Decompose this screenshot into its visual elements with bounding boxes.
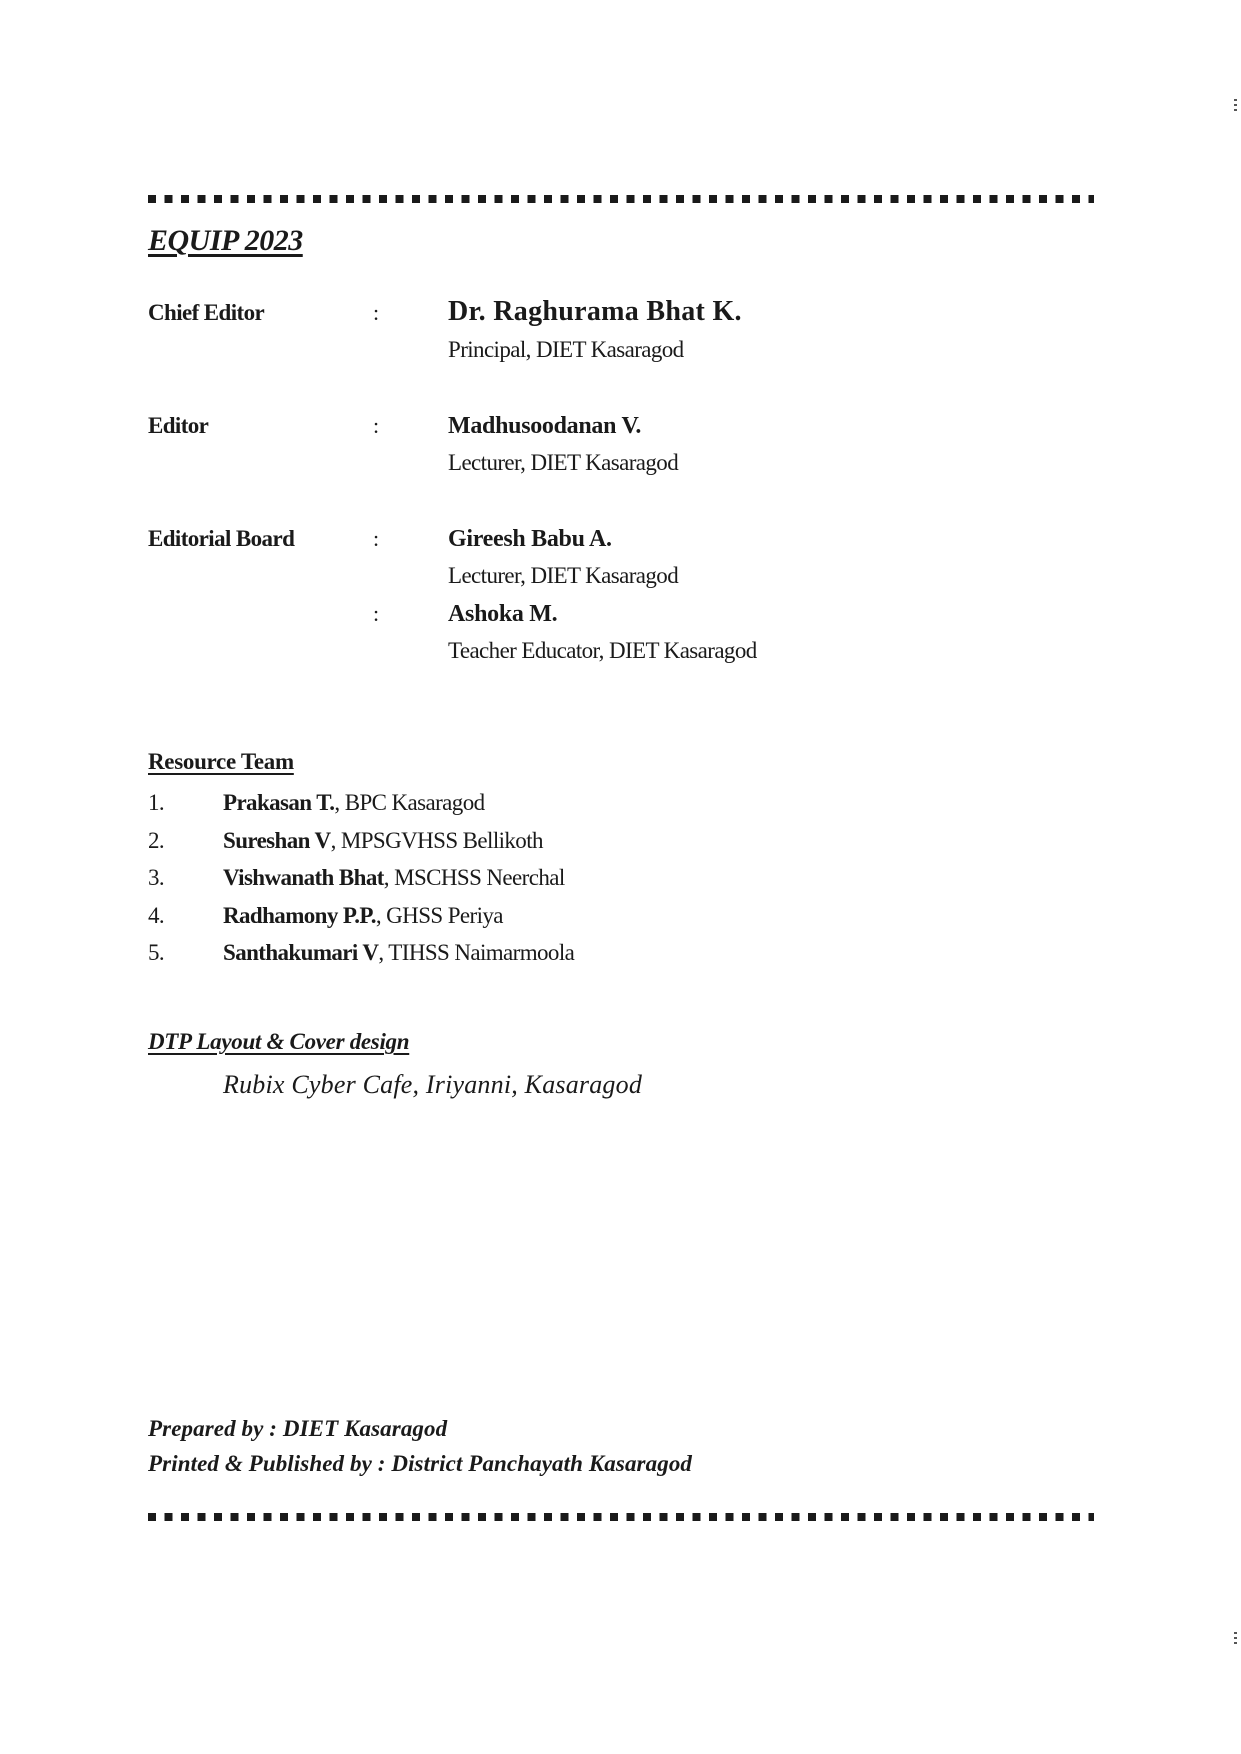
credit-role: Lecturer, DIET Kasaragod — [448, 450, 679, 475]
member-affiliation: , BPC Kasaragod — [334, 790, 485, 815]
credit-separator: : — [373, 601, 380, 626]
dtp-design-heading: DTP Layout & Cover design — [148, 1029, 410, 1054]
list-item-number: 5. — [148, 940, 165, 965]
list-item-number: 4. — [148, 902, 165, 928]
list-item — [148, 828, 1048, 866]
credit-name: Gireesh Babu A. — [448, 526, 612, 552]
list-item-number: 1. — [148, 790, 165, 815]
member-affiliation: , MSCHSS Neerchal — [383, 865, 565, 890]
credit-role: Teacher Educator, DIET Kasaragod — [448, 638, 757, 663]
credit-separator: : — [373, 526, 380, 551]
credit-name: Ashoka M. — [448, 601, 558, 627]
credit-role: Lecturer, DIET Kasaragod — [448, 563, 679, 588]
dtp-design-credit: Rubix Cyber Cafe, Iriyanni, Kasaragod — [223, 1070, 643, 1099]
member-name: Santhakumari V — [223, 940, 379, 965]
member-name: Sureshan V — [223, 827, 331, 853]
resource-team-heading: Resource Team — [148, 749, 294, 774]
list-item — [148, 940, 1048, 978]
member-affiliation: , TIHSS Naimarmoola — [378, 940, 575, 965]
member-name: Radhamony P.P. — [223, 902, 376, 928]
credit-role: Principal, DIET Kasaragod — [448, 337, 684, 362]
resource-team-list — [148, 790, 1048, 978]
credit-label: Editor — [148, 413, 209, 438]
credit-label: Editorial Board — [148, 526, 295, 551]
list-item — [148, 903, 1048, 941]
list-item-number: 3. — [148, 865, 165, 890]
credit-separator: : — [373, 413, 380, 438]
member-affiliation: , MPSGVHSS Bellikoth — [330, 827, 543, 853]
credit-name: Madhusoodanan V. — [448, 413, 642, 439]
credit-name: Dr. Raghurama Bhat K. — [448, 296, 742, 327]
list-item-number: 2. — [148, 827, 165, 853]
member-name: Prakasan T. — [223, 790, 335, 815]
published-by-line: Printed & Published by : District Panchayath Kasaragod — [148, 1451, 693, 1476]
publication-title: EQUIP 2023 — [148, 224, 303, 257]
crop-mark — [1234, 99, 1237, 111]
prepared-by-line: Prepared by : DIET Kasaragod — [148, 1416, 448, 1441]
top-dotted-rule — [148, 195, 1094, 203]
credit-label: Chief Editor — [148, 300, 265, 325]
member-name: Vishwanath Bhat — [223, 865, 384, 890]
list-item — [148, 790, 1048, 828]
crop-mark — [1234, 1632, 1237, 1644]
credit-separator: : — [373, 300, 380, 325]
bottom-dotted-rule — [148, 1513, 1094, 1521]
member-affiliation: , GHSS Periya — [375, 902, 503, 928]
list-item — [148, 865, 1048, 903]
